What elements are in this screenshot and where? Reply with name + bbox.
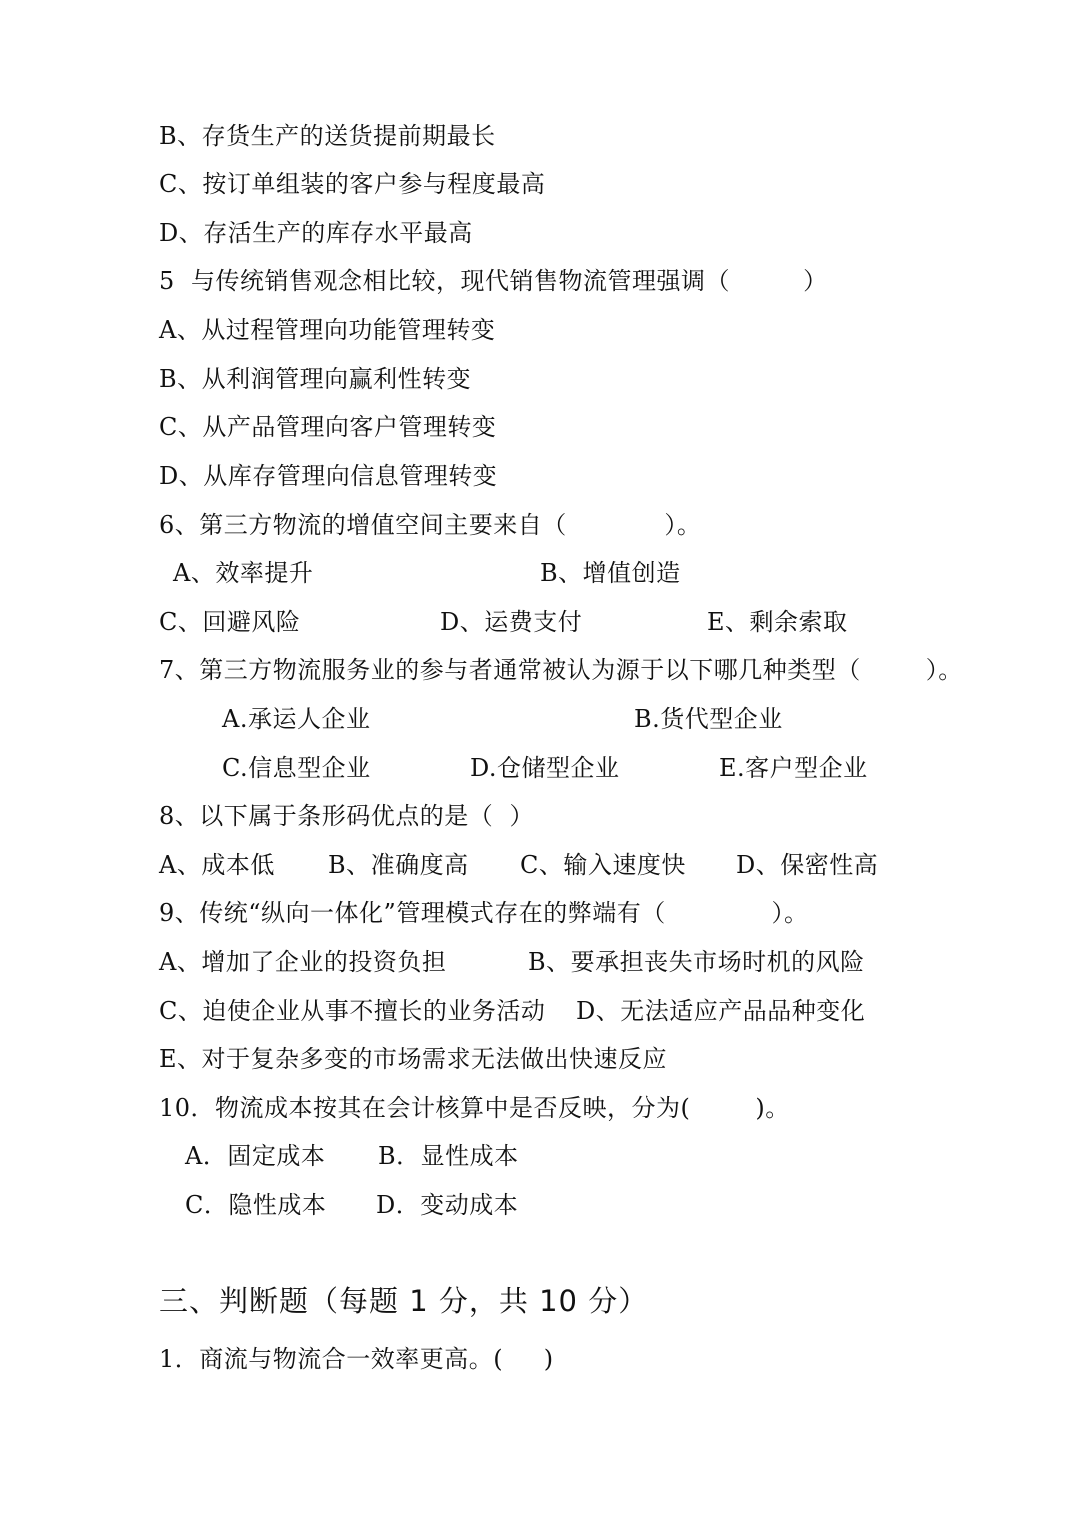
- q7-option-e: E.客户型企业: [719, 754, 868, 782]
- q10-stem: 10．物流成本按其在会计核算中是否反映，分为( )。: [159, 1094, 790, 1122]
- q10-option-c: C．隐性成本: [185, 1191, 327, 1219]
- q7-option-b: B.货代型企业: [634, 705, 783, 733]
- q9-option-e: E、对于复杂多变的市场需求无法做出快速反应: [159, 1045, 668, 1073]
- q5-option-b: B、从利润管理向赢利性转变: [159, 365, 472, 393]
- q4-option-c: C、按订单组装的客户参与程度最高: [159, 170, 546, 198]
- q9-option-a: A、增加了企业的投资负担: [159, 948, 447, 976]
- q10-option-b: B．显性成本: [378, 1142, 519, 1170]
- q5-option-c: C、从产品管理向客户管理转变: [159, 413, 497, 441]
- q6-option-d: D、运费支付: [440, 608, 583, 636]
- q6-stem: 6、第三方物流的增值空间主要来自（ ）。: [159, 511, 702, 539]
- q7-option-a: A.承运人企业: [222, 705, 371, 733]
- q4-option-b: B、存货生产的送货提前期最长: [159, 122, 496, 150]
- section-3-question-1: 1．商流与物流合一效率更高。( ): [159, 1345, 554, 1373]
- q9-option-b: B、要承担丧失市场时机的风险: [528, 948, 865, 976]
- q8-stem: 8、以下属于条形码优点的是（ ）: [159, 802, 535, 830]
- q4-option-d: D、存活生产的库存水平最高: [159, 219, 473, 247]
- q8-option-b: B、准确度高: [328, 851, 469, 879]
- q6-option-a: A、效率提升: [173, 559, 314, 587]
- q5-option-a: A、从过程管理向功能管理转变: [159, 316, 496, 344]
- q5-option-d: D、从库存管理向信息管理转变: [159, 462, 498, 490]
- q5-stem: 5 与传统销售观念相比较，现代销售物流管理强调（ ）: [159, 267, 828, 295]
- q10-option-a: A．固定成本: [185, 1142, 326, 1170]
- q8-option-d: D、保密性高: [736, 851, 879, 879]
- q10-option-d: D．变动成本: [376, 1191, 519, 1219]
- q9-stem: 9、传统“纵向一体化”管理模式存在的弊端有（ ）。: [159, 899, 809, 927]
- q7-stem: 7、第三方物流服务业的参与者通常被认为源于以下哪几种类型（ ）。: [159, 656, 963, 684]
- q7-option-c: C.信息型企业: [222, 754, 371, 782]
- q8-option-c: C、输入速度快: [520, 851, 686, 879]
- section-3-heading: 三、判断题（每题 1 分，共 10 分）: [159, 1284, 649, 1318]
- q6-option-c: C、回避风险: [159, 608, 301, 636]
- q9-option-c: C、迫使企业从事不擅长的业务活动: [159, 997, 546, 1025]
- q8-option-a: A、成本低: [159, 851, 275, 879]
- q7-option-d: D.仓储型企业: [470, 754, 620, 782]
- q9-option-d: D、无法适应产品品种变化: [576, 997, 866, 1025]
- q6-option-e: E、剩余索取: [707, 608, 848, 636]
- q6-option-b: B、增值创造: [540, 559, 681, 587]
